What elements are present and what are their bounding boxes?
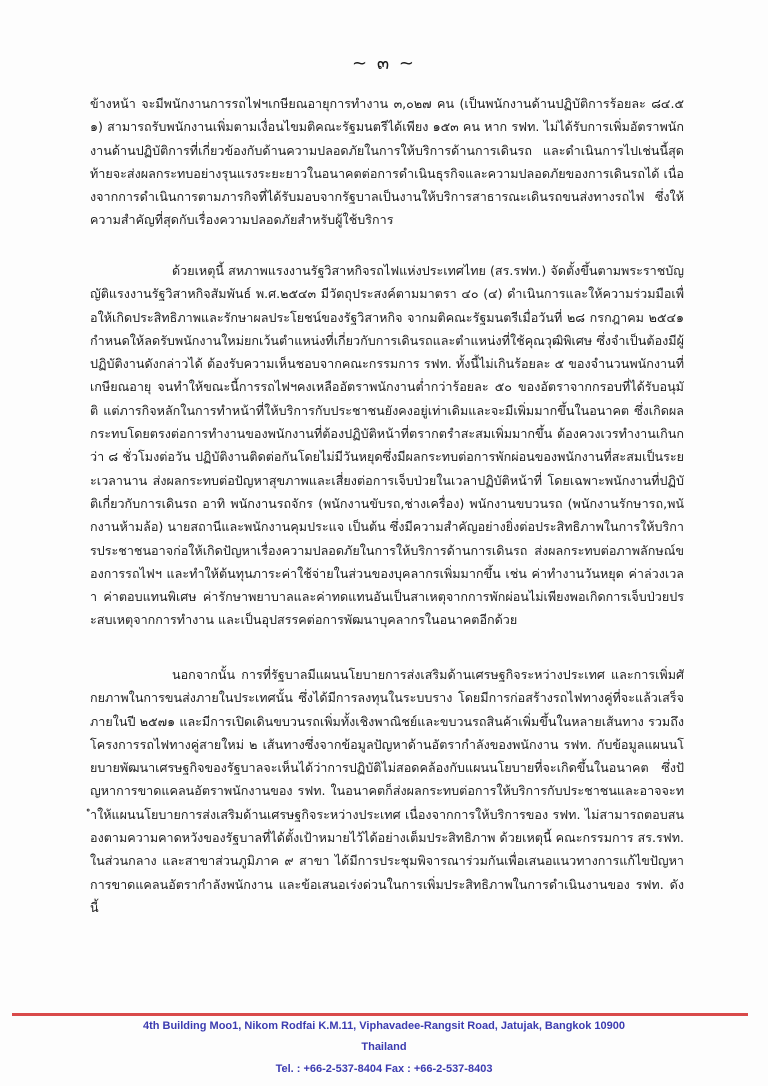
footer-country: Thailand: [361, 1041, 407, 1053]
footer-address: 4th Building Moo1, Nikom Rodfai K.M.11, Viphavadee-Rangsit Road, Jatujak, Bangkok 10900: [142, 1020, 626, 1032]
paragraph-2: ด้วยเหตุนี้ สหภาพแรงงานรัฐวิสาหกิจรถไฟแห่งประเทศไทย (สร.รฟท.) จัดตั้งขึ้นตามพระราชบัญญัติแรงงานรัฐวิสาหกิจสัมพันธ์ พ.ศ.๒๕๔๓ มีวัตถุประสงค์ตามมาตรา ๔๐ (๔) ดำเนินการและให้ความร่วมมือเพื่อให้เกิดประสิทธิภาพและรักษาผลประโยชน์ของรัฐวิสาหกิจ จากมติคณะรัฐมนตรีเมื่อวันที่ ๒๘ กรกฎาคม ๒๕๔๑ กำหนดให้ลดรับพนักงานใหม่ยกเว้นตำแหน่งที่เกี่ยวกับการเดินรถและตำแหน่งที่ใช้คุณวุฒิพิเศษ ซึ่งจำเป็นต้องมีผู้ปฏิบัติงานดังกล่าวได้ ต้องรับความเห็นชอบจากคณะกรรมการ รฟท. ทั้งนี้ไม่เกินร้อยละ ๕ ของจำนวนพนักงานที่เกษียณอายุ จนทำให้ขณะนี้การรถไฟฯคงเหลืออัตราพนักงานต่ำกว่าร้อยละ ๕๐ ของอัตราจากกรอบที่ได้รับอนุมัติ แต่ภารกิจหลักในการทำหน้าที่ให้บริการกับประชาชนยังคงอยู่เท่าเดิมและจะมีเพิ่มมากขึ้นในอนาคต ซึ่งเกิดผลกระทบโดยตรงต่อการทำงานของพนักงานที่ต้องปฏิบัติหน้าที่ตรากตรำสะสมเพิ่มมากขึ้น ต้องควงเวรทำงานเกินกว่า ๘ ชั่วโมงต่อวัน ปฏิบัติงานติดต่อกันโดยไม่มีวันหยุดซึ่งมีผลกระทบต่อการพักผ่อนของพนักงานที่สะสมเป็นระยะเวลานาน ส่งผลกระทบต่อปัญหาสุขภาพและเสี่ยงต่อการเจ็บป่วยในเวลาปฏิบัติหน้าที่ โดยเฉพาะพนักงานที่ปฏิบัติเกี่ยวกับการเดินรถ อาทิ พนักงานรถจักร (พนักงานขับรถ,ช่างเครื่อง) พนักงานขบวนรถ (พนักงานรักษารถ,พนักงานห้ามล้อ) นายสถานีและพนักงานคุมประแจ เป็นต้น ซึ่งมีความสำคัญอย่างยิ่งต่อประสิทธิภาพในการให้บริการประชาชนอาจก่อให้เกิดปัญหาเรื่องความปลอดภัยในการให้บริการด้านการเดินรถ ส่งผลกระทบต่อภาพลักษณ์ของการรถไฟฯ และทำให้ต้นทุนภาระค่าใช้จ่ายในส่วนของบุคลากรเพิ่มมากขึ้น เช่น ค่าทำงานวันหยุด ค่าล่วงเวลา ค่าตอบแทนพิเศษ ค่ารักษาพยาบาลและค่าทดแทนอันเป็นสาเหตุจากการพักผ่อนไม่เพียงพอเกิดการเจ็บป่วยประสบเหตุจากการทำงาน และเป็นอุปสรรคต่อการพัฒนาบุคลากรในอนาคตอีกด้วย: [90, 263, 685, 628]
footer-contact: Tel. : +66-2-537-8404 Fax : +66-2-537-8403: [275, 1063, 493, 1075]
paragraph-1: ข้างหน้า จะมีพนักงานการรถไฟฯเกษียณอายุการทำงาน ๓,๐๒๗ คน (เป็นพนักงานด้านปฏิบัติการร้อยละ ๘๔.๕๑) สามารถรับพนักงานเพิ่มตามเงื่อนไขมติคณะรัฐมนตรีได้เพียง ๑๕๓ คน หาก รฟท. ไม่ได้รับการเพิ่มอัตราพนักงานด้านปฏิบัติการที่เกี่ยวข้องกับด้านความปลอดภัยในการให้บริการด้านการเดินรถ และดำเนินการไปเช่นนี้สุดท้ายจะส่งผลกระทบอย่างรุนแรงระยะยาวในอนาคตต่อการดำเนินธุรกิจและความปลอดภัยของการเดินรถได้ เนื่องจากการดำเนินการตามภารกิจที่ได้รับมอบจากรัฐบาลเป็นงานให้บริการสาธารณะเดินรถขนส่งทางรถไฟ ซึ่งให้ความสำคัญที่สุดกับเรื่องความปลอดภัยสำหรับผู้ใช้บริการ: [90, 96, 684, 228]
footer-divider: [12, 1013, 748, 1016]
page-number: ~ ๓ ~: [352, 53, 416, 74]
paragraph-3: นอกจากนั้น การที่รัฐบาลมีแผนนโยบายการส่งเสริมด้านเศรษฐกิจระหว่างประเทศ และการเพิ่มศักยภาพในการขนส่งภายในประเทศนั้น ซึ่งได้มีการลงทุนในระบบราง โดยมีการก่อสร้างรถไฟทางคู่ที่จะแล้วเสร็จภายในปี ๒๕๗๑ และมีการเปิดเดินขบวนรถเพิ่มทั้งเชิงพาณิชย์และขบวนรถสินค้าเพิ่มขึ้นในหลายเส้นทาง รวมถึงโครงการรถไฟทางคู่สายใหม่ ๒ เส้นทางซึ่งจากข้อมูลปัญหาด้านอัตรากำลังของพนักงาน รฟท. กับข้อมูลแผนนโยบายพัฒนาเศรษฐกิจของรัฐบาลจะเห็นได้ว่าการปฏิบัติไม่สอดคล้องกับแผนนโยบายที่จะเกิดขึ้นในอนาคต ซึ่งปัญหาการขาดแคลนอัตราพนักงานของ รฟท. ในอนาคตก็ส่งผลกระทบต่อการให้บริการกับประชาชนและอาจจะทำให้แผนนโยบายการส่งเสริมด้านเศรษฐกิจระหว่างประเทศ เนื่องจากการให้บริการของ รฟท. ไม่สามารถตอบสนองตามความคาดหวังของรัฐบาลที่ได้ตั้งเป้าหมายไว้ได้อย่างเต็มประสิทธิภาพ ด้วยเหตุนี้ คณะกรรมการ สร.รฟท. ในส่วนกลาง และสาขาส่วนภูมิภาค ๙ สาขา ได้มีการประชุมพิจารณาร่วมกันเพื่อเสนอแนวทางการแก้ไขปัญหาการขาดแคลนอัตรากำลังพนักงาน และข้อเสนอเร่งด่วนในการเพิ่มประสิทธิภาพในการดำเนินงานของ รฟท. ดังนี้: [90, 667, 684, 915]
